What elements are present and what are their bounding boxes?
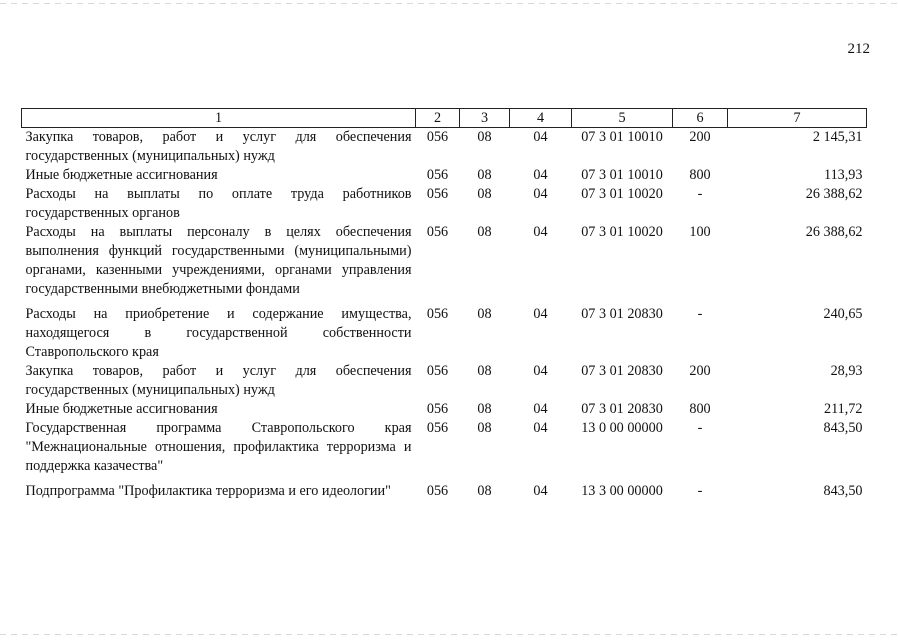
subsection-code: 04	[533, 186, 548, 202]
amount: 240,65	[823, 306, 863, 322]
ministry-code: 056	[426, 420, 449, 436]
table-row	[22, 362, 867, 400]
expense-name: Расходы на выплаты персоналу в целях обеспечения выполнения функций государственными (муниципальными) органами, казенными учреждениями, органами управления государственными внебюджетными фондами	[25, 224, 412, 297]
section-code: 08	[477, 420, 492, 436]
amount: 211,72	[824, 401, 863, 417]
page-number: 212	[847, 41, 870, 57]
ministry-code: 056	[426, 363, 449, 379]
expense-type: 800	[689, 401, 711, 417]
col-header-7: 7	[728, 109, 867, 128]
table-header-row	[22, 109, 867, 128]
table-row	[22, 128, 867, 167]
table-row	[22, 305, 867, 362]
amount: 843,50	[823, 420, 863, 436]
expense-name: Иные бюджетные ассигнования	[25, 401, 218, 417]
table-row	[22, 185, 867, 223]
amount: 113,93	[824, 167, 863, 183]
target-article: 07 3 01 10020	[581, 224, 663, 240]
expense-name: Закупка товаров, работ и услуг для обеспечения государственных (муниципальных) нужд	[25, 129, 412, 164]
section-code: 08	[477, 167, 492, 183]
target-article: 07 3 01 20830	[581, 306, 663, 322]
col-header-5: 5	[572, 109, 673, 128]
subsection-code: 04	[533, 401, 548, 417]
col-header-4: 4	[510, 109, 572, 128]
expense-type: -	[697, 420, 703, 436]
target-article: 13 3 00 00000	[581, 483, 663, 499]
subsection-code: 04	[533, 420, 548, 436]
target-article: 07 3 01 10010	[581, 167, 663, 183]
col-header-3: 3	[460, 109, 510, 128]
ministry-code: 056	[426, 306, 449, 322]
table-row	[22, 223, 867, 305]
section-code: 08	[477, 186, 492, 202]
expense-name: Расходы на выплаты по оплате труда работников государственных органов	[25, 186, 412, 221]
table-row	[22, 419, 867, 482]
section-code: 08	[477, 306, 492, 322]
scan-artifact-bottom	[0, 634, 898, 635]
expense-type: -	[697, 186, 703, 202]
target-article: 13 0 00 00000	[581, 420, 663, 436]
subsection-code: 04	[533, 363, 548, 379]
col-header-6: 6	[673, 109, 728, 128]
amount: 28,93	[830, 363, 863, 379]
ministry-code: 056	[426, 186, 449, 202]
target-article: 07 3 01 10010	[581, 129, 663, 145]
table-row	[22, 400, 867, 419]
expense-name: Закупка товаров, работ и услуг для обеспечения государственных (муниципальных) нужд	[25, 363, 412, 398]
ministry-code: 056	[426, 483, 449, 499]
col-header-2: 2	[416, 109, 460, 128]
ministry-code: 056	[426, 224, 449, 240]
amount: 26 388,62	[805, 224, 863, 240]
section-code: 08	[477, 363, 492, 379]
expense-name: Подпрограмма "Профилактика терроризма и его идеологии"	[25, 483, 391, 499]
target-article: 07 3 01 10020	[581, 186, 663, 202]
subsection-code: 04	[533, 224, 548, 240]
section-code: 08	[477, 224, 492, 240]
expense-type: 800	[689, 167, 711, 183]
expense-type: 200	[689, 363, 711, 379]
expense-name: Иные бюджетные ассигнования	[25, 167, 218, 183]
subsection-code: 04	[533, 306, 548, 322]
subsection-code: 04	[533, 167, 548, 183]
col-header-1: 1	[22, 109, 416, 128]
expense-type: 100	[689, 224, 711, 240]
expense-name: Государственная программа Ставропольского края "Межнациональные отношения, профилактика терроризма и поддержка казачества"	[25, 420, 412, 474]
table-row	[22, 166, 867, 185]
section-code: 08	[477, 401, 492, 417]
expense-name: Расходы на приобретение и содержание имущества, находящегося в государственной собственности Ставропольского края	[25, 306, 412, 360]
section-code: 08	[477, 129, 492, 145]
amount: 843,50	[823, 483, 863, 499]
ministry-code: 056	[426, 401, 449, 417]
ministry-code: 056	[426, 167, 449, 183]
amount: 26 388,62	[805, 186, 863, 202]
subsection-code: 04	[533, 129, 548, 145]
section-code: 08	[477, 483, 492, 499]
ministry-code: 056	[426, 129, 449, 145]
scan-artifact-top	[0, 3, 898, 4]
amount: 2 145,31	[812, 129, 863, 145]
target-article: 07 3 01 20830	[581, 363, 663, 379]
table-row	[22, 482, 867, 501]
expense-type: 200	[689, 129, 711, 145]
target-article: 07 3 01 20830	[581, 401, 663, 417]
subsection-code: 04	[533, 483, 548, 499]
budget-table	[21, 108, 867, 501]
expense-type: -	[697, 483, 703, 499]
expense-type: -	[697, 306, 703, 322]
